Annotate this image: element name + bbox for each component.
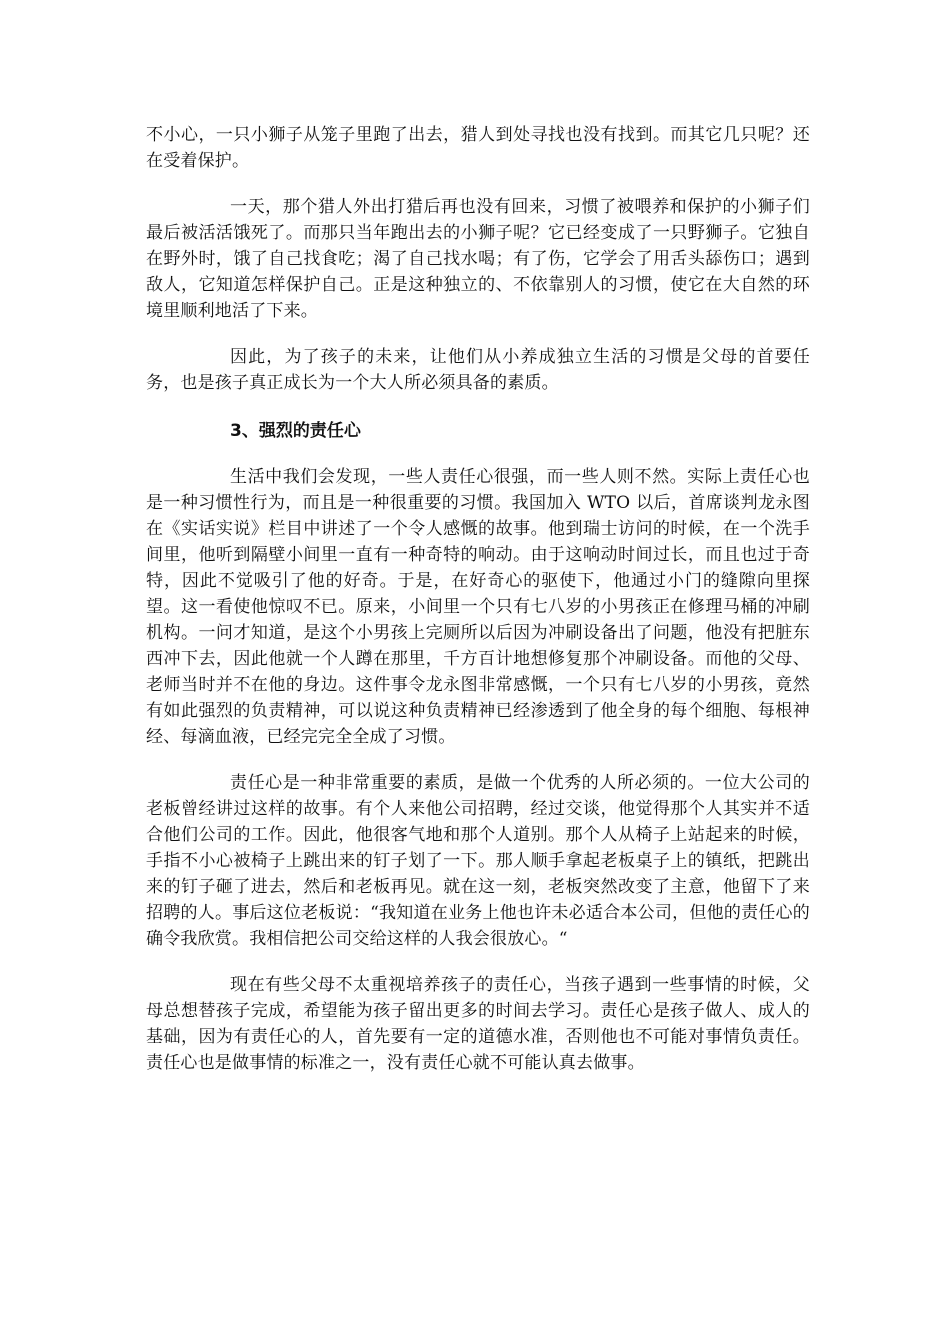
paragraph-responsibility-story: 生活中我们会发现，一些人责任心很强，而一些人则不然。实际上责任心也是一种习惯性行为，而且是一种很重要的习惯。我国加入 WTO 以后，首席谈判龙永图在《实话实说》栏目中讲述了一个令人感慨的故事。他到瑞士访问的时候，在一个洗手间里，他听到隔壁小间里一直有一种奇特的响动。由于这响动时间过长，而且也过于奇特，因此不觉吸引了他的好奇。于是，在好奇心的驱使下，他通过小门的缝隙向里探望。这一看使他惊叹不已。原来，小间里一个只有七八岁的小男孩正在修理马桶的冲刷机构。一问才知道，是这个小男孩上完厕所以后因为冲刷设备出了问题，他没有把脏东西冲下去，因此他就一个人蹲在那里，千方百计地想修复那个冲刷设备。而他的父母、老师当时并不在他的身边。这件事令龙永图非常感慨，一个只有七八岁的小男孩，竟然有如此强烈的负责精神，可以说这种负责精神已经渗透到了他全身的每个细胞、每根神经、每滴血液，已经完完全全成了习惯。	[146, 467, 810, 747]
paragraph-lion-survival: 一天，那个猎人外出打猎后再也没有回来，习惯了被喂养和保护的小狮子们最后被活活饿死了。而那只当年跑出去的小狮子呢？它已经变成了一只野狮子。它独自在野外时，饿了自己找食吃；渴了自己找水喝；有了伤，它学会了用舌头舔伤口；遇到敌人，它知道怎样保护自己。正是这种独立的、不依靠别人的习惯，使它在大自然的环境里顺利地活了下来。	[146, 197, 810, 321]
paragraph-independence-conclusion: 因此，为了孩子的未来，让他们从小养成独立生活的习惯是父母的首要任务，也是孩子真正成长为一个大人所必须具备的素质。	[146, 347, 810, 393]
section-heading: 3、强烈的责任心	[230, 421, 361, 441]
paragraph-continued: 不小心，一只小狮子从笼子里跑了出去，猎人到处寻找也没有找到。而其它几只呢？还在受着保护。	[146, 125, 810, 171]
document-page	[146, 122, 810, 1076]
paragraph-boss-story: 责任心是一种非常重要的素质，是做一个优秀的人所必须的。一位大公司的老板曾经讲过这样的故事。有个人来他公司招聘，经过交谈，他觉得那个人其实并不适合他们公司的工作。因此，他很客气地和那个人道别。那个人从椅子上站起来的时候，手指不小心被椅子上跳出来的钉子划了一下。那人顺手拿起老板桌子上的镇纸，把跳出来的钉子砸了进去，然后和老板再见。就在这一刻，老板突然改变了主意，他留下了来招聘的人。事后这位老板说：“我知道在业务上他也许未必适合本公司，但他的责任心的确令我欣赏。我相信把公司交给这样的人我会很放心。“	[146, 773, 810, 949]
paragraph-parents-advice: 现在有些父母不太重视培养孩子的责任心，当孩子遇到一些事情的时候，父母总想替孩子完成，希望能为孩子留出更多的时间去学习。责任心是孩子做人、成人的基础，因为有责任心的人，首先要有一定的道德水准，否则他也不可能对事情负责任。责任心也是做事情的标准之一，没有责任心就不可能认真去做事。	[146, 975, 810, 1073]
